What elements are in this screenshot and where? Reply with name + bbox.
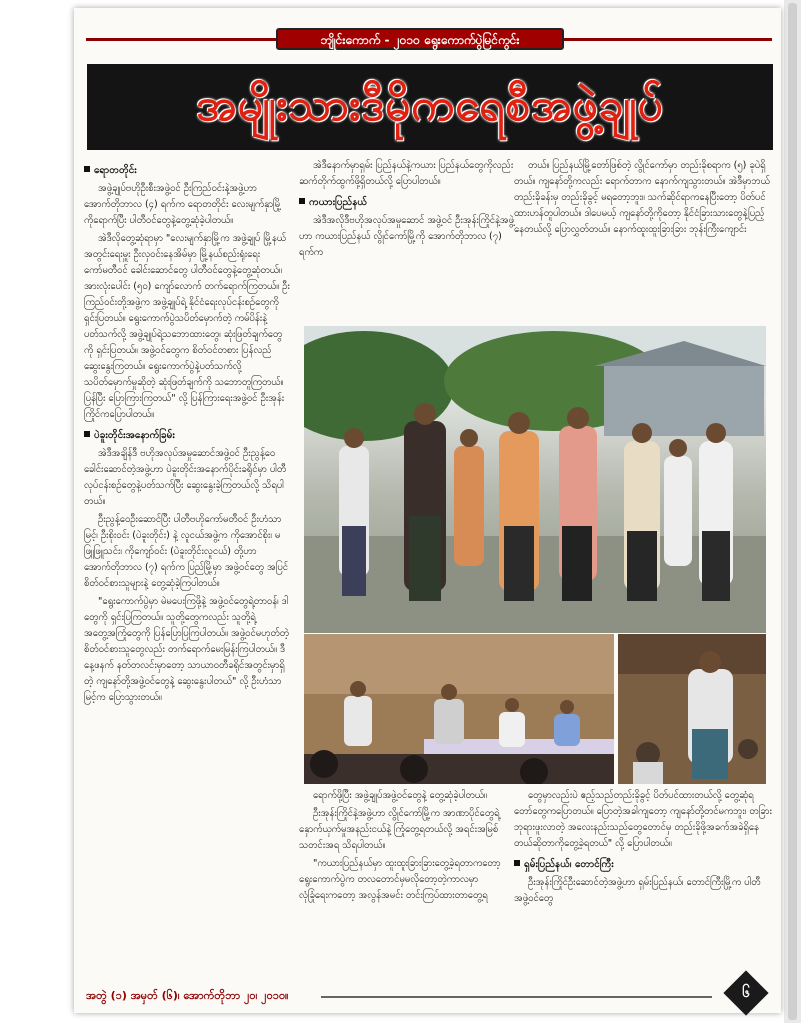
- section-header: [86, 28, 772, 50]
- article-column-1: [84, 158, 290, 983]
- photo-meeting-hall: [304, 634, 614, 784]
- bullet-square-icon: [514, 860, 520, 866]
- paragraph: ရောက်ဖို့ပြီး အဖွဲ့ချုပ်အဖွဲ့ဝင်တွေနဲ့ တွေ့ဆုံခဲ့ပါတယ်။: [313, 790, 487, 801]
- paragraph: အဖွဲ့ချုပ်ဗဟိုဦးစီးအဖွဲ့ဝင် ဦးကြည်ဝင်းနဲ့အဖွဲ့ဟာ အောက်တိုဘာလ (၄) ရက်က ရောတတိုင်း လေးမျက်နှာမြို့ကိုရောက်ပြီး ပါတီဝင်တွေနဲ့တွေ့ဆုံခဲ့ပါတယ်။: [84, 183, 282, 226]
- article-column-2: [299, 158, 517, 323]
- paragraph: တယ်။ ပြည်နယ်မြို့တော်ဖြစ်တဲ့ လွိုင်ကော်မှာ တည်းခိုစရာက (၅) ခုပဲရှိတယ်။ ကျနော်တို့ကလည်း ရောက်တာက နောက်ကျသွားတယ်။ အဲဒီမှာဘယ်တည်းခိုခန်းမှ တည်းခိုခွင့် မရတော့ဘူး။ သက်ဆိုင်ရာကနေပြီးတော့ ပိတ်ပင်ထားဟန်တူပါတယ်။ ဒါပေမယ့် ကျနော်တို့ကိုတော့ နိုင်ငံခြားသားတွေနဲ့ပြည့်နေတယ်လို့ ပြောလွှတ်တယ်။ နောက်ထူးထူးခြားခြား ဘုန်းကြီးကျောင်း: [514, 160, 770, 235]
- section-header-label: ဘျိုင်းကောက် - ၂၀၁၀ ရွေးကောက်ပွဲမြင်ကွင်း: [276, 28, 564, 50]
- subhead-kayah: ကယားပြည်နယ်: [299, 195, 517, 211]
- page-footer: [86, 983, 772, 1009]
- magazine-page: [74, 8, 781, 1013]
- photo-illustration: [618, 634, 766, 784]
- article-column-2-lower: [299, 788, 502, 988]
- paragraph: တွေမှာလည်းပဲ ဧည့်သည်တည်းခိုခွင့် ပိတ်ပင်ထားတယ်လို့ တွေ့ဆုံရတော်တွေကပြောတယ်။ ပြောတဲ့အခါကျတော့ ကျနော်တို့တင်မကဘူး၊ တခြား ဘုရားဖူးလာတဲ့ အလေးနည်းသည်တွေတောင်မှ တည်းခိုဖို့အခက်အခဲရှိနေတယ်ဆိုတာကိုတွေ့ခဲ့ရတယ်" လို့ ပြောပါတယ်။: [514, 790, 772, 849]
- issue-info: အတွဲ (၁) အမှတ် (၆)၊ အောက်တိုဘာ ၂၀၊ ၂၀၁၀။: [86, 989, 289, 1002]
- bullet-square-icon: [299, 198, 305, 204]
- paragraph: ဦးအုန်းကြိုင်နဲ့အဖွဲ့ဟာ လွိုင်ကော်မြို့က အာဏာပိုင်တွေရဲ့ နှောက်ယှက်မှုအနည်းငယ်နဲ့ ကြုံတွေ့ရတယ်လို့ အရင်းအမြစ်သတင်းအရ သိရပါတယ်။: [299, 808, 500, 851]
- subhead-shan-taunggyi: ရှမ်းပြည်နယ်၊ တောင်ကြီး: [514, 857, 772, 873]
- headline: အမျိုးသားဒီမိုကရေစီအဖွဲ့ချုပ်: [196, 80, 664, 131]
- photo-illustration: [304, 634, 614, 784]
- page-number-badge: [723, 970, 768, 1015]
- scrollbar-track[interactable]: [784, 0, 801, 1023]
- article-column-3: [514, 158, 772, 323]
- article-column-3-lower: [514, 788, 772, 988]
- photo-illustration: [304, 326, 766, 633]
- paragraph: အဲဒီနောက်မှာရှမ်း ပြည်နယ်နဲ့ကယား ပြည်နယ်တွေကိုလည်း ဆက်တိုက်ထွက်ဖို့ရှိတယ်လို့ ပြောပါတယ်။: [299, 160, 514, 187]
- paragraph: ဦးအုန်းကြိုင်ဦးဆောင်တဲ့အဖွဲ့ဟာ ရှမ်းပြည်နယ်၊ တောင်ကြီးမြို့က ပါတီအဖွဲ့ဝင်တွေ: [514, 877, 761, 904]
- paragraph: "ကယားပြည်နယ်မှာ ထူးထူးခြားခြားတွေ့ခဲ့ရတာကတော့ ရွေးကောက်ပွဲက တလတောင်မှမလိုတော့တဲ့ကာလမှာ လုံခြုံရေးကတော့ အလွန်အမင်း တင်းကြပ်ထားတာတွေ့ရ: [299, 858, 501, 901]
- page-number: ၆: [742, 985, 750, 1001]
- footer-rule: [321, 996, 712, 998]
- paragraph: အဲဒီအချိန်ဒီ ဗဟိုအလုပ်အမှုဆောင်အဖွဲ့ဝင် ဦးညွန့်ဝေခေါင်းဆောင်တဲ့အဖွဲ့ဟာ ပဲခူးတိုင်းအနောက်ပိုင်းခရိုင်မှာ ပါတီလုပ်ငန်းစဉ်တွေနဲ့ပတ်သက်ပြီး ဆွေးနွေးခဲ့ကြတယ်လို့ သိရပါတယ်။: [84, 448, 287, 507]
- subhead-bago-west: ပဲခူးတိုင်းအနောက်ခြမ်း: [84, 428, 290, 444]
- scrollbar-thumb[interactable]: [788, 3, 797, 1020]
- photo-walking-group: [304, 326, 766, 633]
- headline-banner: [87, 64, 773, 150]
- paragraph: အဲဒီလိုတွေ့ဆုံရာမှာ "လေးမျက်နှာမြို့က အဖွဲ့ချုပ် မြို့နယ်အတွင်းရေးမှူး ဦးလှဝင်းနေအိမ်မှာ မြို့နယ်စည်းရုံးရေးကော်မတီဝင် ခေါင်းဆောင်တွေ ပါတီဝင်တွေနဲ့တွေ့ဆုံတယ်။ အားလုံးပေါင်း (၅၀) ကျော်လောက် တက်ရောက်ကြတယ်။ ဦးကြည်ဝင်းတို့အဖွဲ့က အဖွဲ့ချုပ်ရဲ့ နိုင်ငံရေးလုပ်ငန်းစဉ်တွေကို ရှင်းပြတယ်။ ရွေးကောက်ပွဲသပိတ်မှောက်တဲ့ ကမ်ပိန်းနဲ့ပတ်သက်လို့ အဖွဲ့ချုပ်ရဲ့သဘောထားတွေ၊ ဆုံးဖြတ်ချက်တွေကို ရှင်းပြတယ်။ အဖွဲ့ဝင်တွေက စိတ်ဝင်တစား ပြန်လည်ဆွေးနွေးကြတယ်။ ရွေးကောက်ပွဲနဲ့ပတ်သက်လို့ သပိတ်မှောက်မှုဆိုတဲ့ ဆုံးဖြတ်ချက်ကို သဘောတူကြတယ်။ ပြန်ပြီး ပြောကြားကြတယ်" လို့ ပြန်ကြားရေးအဖွဲ့ဝင် ဦးအုန်းကြိုင်ကပြောပါတယ်။: [84, 233, 290, 420]
- bullet-square-icon: [84, 431, 90, 437]
- photo-speaker: [618, 634, 766, 784]
- paragraph: "ရွေးကောက်ပွဲမှာ မဲမပေးကြဖို့နဲ့ အဖွဲ့ဝင်တွေရဲ့တာဝန်၊ ဒါတွေကို ရှင်းပြကြတယ်။ သူတို့တွေကလည်း သူတို့ရဲ့အတွေ့အကြုံတွေကို ပြန်ပြောပြကြပါတယ်။ အဖွဲ့ဝင်မဟုတ်တဲ့ စိတ်ဝင်စားသူတွေလည်း တက်ရောက်မေးမြန်းကြပါတယ်။ ဒီနေ့ဖနက် နတ်တလင်းမှာတော့ သာယာဝတီခရိုင်အတွင်းမှာရှိတဲ့ ကျနော်တို့အဖွဲ့ဝင်တွေနဲ့ ဆွေးနွေးပါတယ်" လို့ ဦးဟံသာမြင့်က ပြောသွားတယ်။: [84, 596, 289, 703]
- paragraph: ဦးညွန့်ဝေဦးဆောင်ပြီး ပါတီဗဟိုကော်မတီဝင် ဦးဟံသာမြင့်၊ ဦးစိုးဝင်း (ပဲခူးတိုင်း) နဲ့ လူငယ်အဖွဲ့က ကိုအောင်စိုး၊ မဖြူဖြူသင်း၊ ကိုကျော်ဝင်း (ပဲခူးတိုင်းလူငယ်) တို့ဟာ အောက်တိုဘာလ (၇) ရက်က ပြည်မြို့မှာ အဖွဲ့ဝင်တွေ အပြင် စိတ်ဝင်စားသူများနဲ့ တွေ့ဆုံခဲ့ကြပါတယ်။: [84, 514, 289, 589]
- paragraph: အဲဒီအလိုဒီဗဟိုအလုပ်အမှုဆောင် အဖွဲ့ဝင် ဦးအုန်းကြိုင်နဲ့အဖွဲ့ဟာ ကယားပြည်နယ် လွိုင်ကော်မြို့ကို အောက်တိုဘာလ (၇) ရက်က: [299, 215, 515, 258]
- bullet-square-icon: [84, 166, 90, 172]
- subhead-yangon: ရောတတိုင်း: [84, 163, 290, 179]
